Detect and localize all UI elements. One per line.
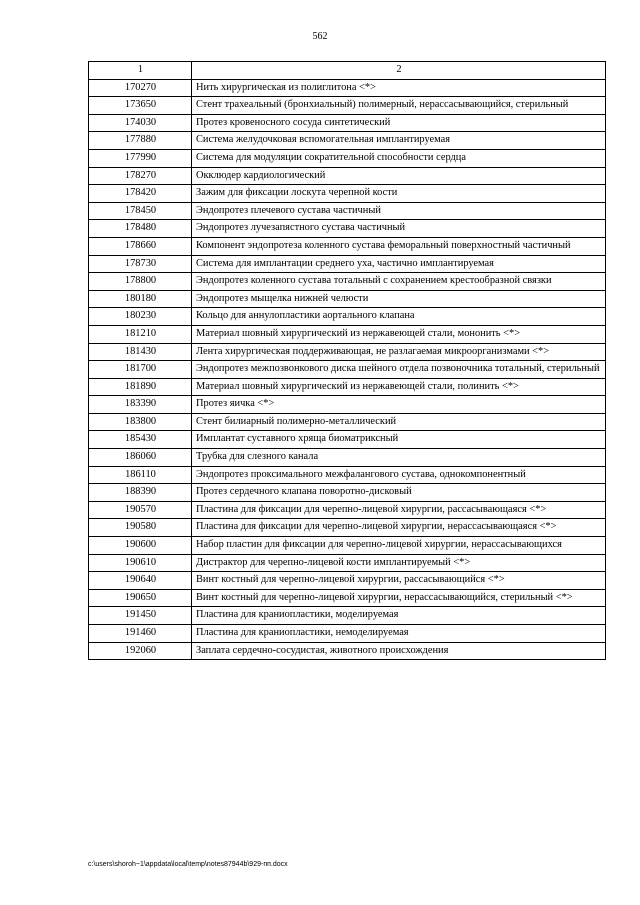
device-name-cell: Имплантат суставного хряща биоматриксный bbox=[192, 431, 606, 449]
table-row bbox=[89, 255, 606, 273]
device-code-cell: 190640 bbox=[89, 572, 192, 590]
device-code-cell: 177990 bbox=[89, 149, 192, 167]
device-code-cell: 178660 bbox=[89, 237, 192, 255]
device-code-cell: 183390 bbox=[89, 396, 192, 414]
device-name-cell: Эндопротез коленного сустава тотальный с сохранением крестообразной связки bbox=[192, 273, 606, 291]
footer-file-path: c:\users\shoroh~1\appdata\local\temp\notes87944b\929-пп.docx bbox=[88, 861, 288, 868]
device-code-cell: 173650 bbox=[89, 97, 192, 115]
device-code-cell: 181210 bbox=[89, 325, 192, 343]
device-code-cell: 181700 bbox=[89, 361, 192, 379]
device-name-cell: Эндопротез плечевого сустава частичный bbox=[192, 202, 606, 220]
device-code-cell: 181890 bbox=[89, 378, 192, 396]
device-name-cell: Эндопротез межпозвонкового диска шейного отдела позвоночника тотальный, стерильный bbox=[192, 361, 606, 379]
device-name-cell: Дистрактор для черепно-лицевой кости имплантируемый <*> bbox=[192, 554, 606, 572]
device-name-cell: Пластина для краниопластики, моделируемая bbox=[192, 607, 606, 625]
device-code-cell: 190580 bbox=[89, 519, 192, 537]
table-row bbox=[89, 378, 606, 396]
table-row bbox=[89, 449, 606, 467]
device-code-cell: 180230 bbox=[89, 308, 192, 326]
device-name-cell: Протез кровеносного сосуда синтетический bbox=[192, 114, 606, 132]
page-number: 562 bbox=[312, 31, 328, 42]
table-row bbox=[89, 589, 606, 607]
table-row bbox=[89, 290, 606, 308]
table-row bbox=[89, 273, 606, 291]
table-row bbox=[89, 361, 606, 379]
device-name-cell: Протез яичка <*> bbox=[192, 396, 606, 414]
device-name-cell: Лента хирургическая поддерживающая, не разлагаемая микроорганизмами <*> bbox=[192, 343, 606, 361]
table-row bbox=[89, 413, 606, 431]
table-row bbox=[89, 537, 606, 555]
device-code-cell: 190610 bbox=[89, 554, 192, 572]
table-row bbox=[89, 572, 606, 590]
table-row bbox=[89, 431, 606, 449]
device-code-cell: 178270 bbox=[89, 167, 192, 185]
device-code-cell: 190570 bbox=[89, 501, 192, 519]
device-code-cell: 190650 bbox=[89, 589, 192, 607]
table-row bbox=[89, 642, 606, 660]
device-name-cell: Эндопротез проксимального межфалангового сустава, однокомпонентный bbox=[192, 466, 606, 484]
table-row bbox=[89, 308, 606, 326]
table-row bbox=[89, 325, 606, 343]
device-code-cell: 188390 bbox=[89, 484, 192, 502]
device-name-cell: Пластина для фиксации для черепно-лицевой хирургии, нерассасывающаяся <*> bbox=[192, 519, 606, 537]
device-name-cell: Пластина для фиксации для черепно-лицевой хирургии, рассасывающаяся <*> bbox=[192, 501, 606, 519]
device-table bbox=[88, 61, 606, 660]
column-header-name: 2 bbox=[192, 62, 606, 80]
device-code-cell: 191450 bbox=[89, 607, 192, 625]
device-name-cell: Материал шовный хирургический из нержавеющей стали, мононить <*> bbox=[192, 325, 606, 343]
table-row bbox=[89, 97, 606, 115]
device-name-cell: Кольцо для аннулопластики аортального клапана bbox=[192, 308, 606, 326]
device-name-cell: Компонент эндопротеза коленного сустава феморальный поверхностный частичный bbox=[192, 237, 606, 255]
device-name-cell: Нить хирургическая из полиглитона <*> bbox=[192, 79, 606, 97]
device-name-cell: Винт костный для черепно-лицевой хирургии, нерассасывающийся, стерильный <*> bbox=[192, 589, 606, 607]
device-code-cell: 177880 bbox=[89, 132, 192, 150]
device-name-cell: Протез сердечного клапана поворотно-дисковый bbox=[192, 484, 606, 502]
table-header-row bbox=[89, 62, 606, 80]
device-code-cell: 183800 bbox=[89, 413, 192, 431]
table-row bbox=[89, 167, 606, 185]
device-code-cell: 178420 bbox=[89, 185, 192, 203]
device-name-cell: Пластина для краниопластики, немоделируемая bbox=[192, 625, 606, 643]
device-name-cell: Зажим для фиксации лоскута черепной кости bbox=[192, 185, 606, 203]
device-name-cell: Окклюдер кардиологический bbox=[192, 167, 606, 185]
device-code-cell: 192060 bbox=[89, 642, 192, 660]
device-code-cell: 170270 bbox=[89, 79, 192, 97]
device-code-cell: 185430 bbox=[89, 431, 192, 449]
table-row bbox=[89, 519, 606, 537]
device-name-cell: Материал шовный хирургический из нержавеющей стали, полинить <*> bbox=[192, 378, 606, 396]
device-name-cell: Трубка для слезного канала bbox=[192, 449, 606, 467]
device-code-cell: 186110 bbox=[89, 466, 192, 484]
table-row bbox=[89, 501, 606, 519]
device-code-cell: 178450 bbox=[89, 202, 192, 220]
device-code-cell: 186060 bbox=[89, 449, 192, 467]
device-code-cell: 190600 bbox=[89, 537, 192, 555]
device-name-cell: Заплата сердечно-сосудистая, животного происхождения bbox=[192, 642, 606, 660]
device-code-cell: 180180 bbox=[89, 290, 192, 308]
device-name-cell: Стент билиарный полимерно-металлический bbox=[192, 413, 606, 431]
device-name-cell: Система для модуляции сократительной способности сердца bbox=[192, 149, 606, 167]
device-code-cell: 191460 bbox=[89, 625, 192, 643]
device-name-cell: Набор пластин для фиксации для черепно-лицевой хирургии, нерассасывающихся bbox=[192, 537, 606, 555]
table-row bbox=[89, 149, 606, 167]
column-header-code: 1 bbox=[89, 62, 192, 80]
device-code-cell: 181430 bbox=[89, 343, 192, 361]
table-row bbox=[89, 484, 606, 502]
device-name-cell: Эндопротез лучезапястного сустава частичный bbox=[192, 220, 606, 238]
device-code-cell: 178800 bbox=[89, 273, 192, 291]
table-row bbox=[89, 607, 606, 625]
table-row bbox=[89, 114, 606, 132]
table-row bbox=[89, 343, 606, 361]
device-code-cell: 174030 bbox=[89, 114, 192, 132]
table-row bbox=[89, 132, 606, 150]
table-row bbox=[89, 220, 606, 238]
table-row bbox=[89, 554, 606, 572]
device-code-cell: 178730 bbox=[89, 255, 192, 273]
device-name-cell: Стент трахеальный (бронхиальный) полимерный, нерассасывающийся, стерильный bbox=[192, 97, 606, 115]
table-row bbox=[89, 625, 606, 643]
table-row bbox=[89, 466, 606, 484]
table-row bbox=[89, 396, 606, 414]
device-name-cell: Система для имплантации среднего уха, частично имплантируемая bbox=[192, 255, 606, 273]
device-name-cell: Система желудочковая вспомогательная имплантируемая bbox=[192, 132, 606, 150]
table-row bbox=[89, 79, 606, 97]
table-row bbox=[89, 202, 606, 220]
table-row bbox=[89, 185, 606, 203]
device-name-cell: Эндопротез мыщелка нижней челюсти bbox=[192, 290, 606, 308]
table-row bbox=[89, 237, 606, 255]
device-name-cell: Винт костный для черепно-лицевой хирургии, рассасывающийся <*> bbox=[192, 572, 606, 590]
device-code-cell: 178480 bbox=[89, 220, 192, 238]
